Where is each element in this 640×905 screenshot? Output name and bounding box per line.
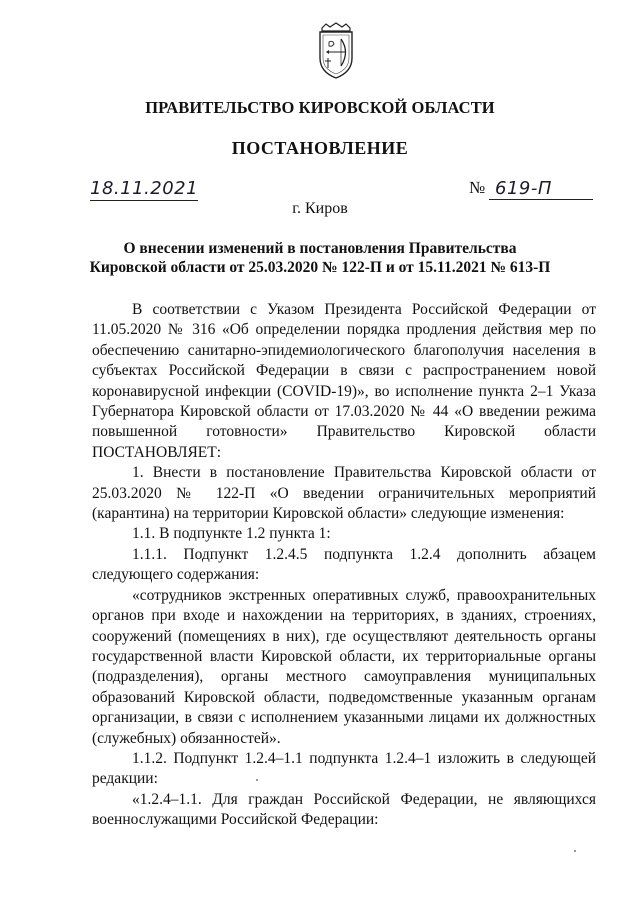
document-title-line-1: О внесении изменений в постановления Правительства — [123, 240, 517, 257]
document-title-line-2: Кировской области от 25.03.2020 № 122-П и от 15.11.2021 № 613-П — [89, 259, 551, 276]
paragraph-quoted-new-text: «1.2.4–1.1. Для граждан Российской Федерации, не являющихся военнослужащими Российской Федерации: — [92, 790, 596, 829]
scan-speck — [574, 850, 576, 852]
organization-name: ПРАВИТЕЛЬСТВО КИРОВСКОЙ ОБЛАСТИ — [145, 98, 495, 117]
document-date: 18.11.2021 — [90, 178, 199, 199]
paragraph-item-1-1-2: 1.1.2. Подпункт 1.2.4–1.1 подпункта 1.2.4–1 изложить в следующей редакции: — [92, 749, 596, 788]
number-sign-label: № — [469, 178, 486, 197]
document-date-field — [90, 176, 198, 201]
paragraph-item-1: 1. Внести в постановление Правительства Кировской области от 25.03.2020 № 122-П «О введении ограничительных мероприятий (карантина) на территории Кировской области» следующие изменения: — [92, 464, 596, 523]
paragraph-preamble: В соответствии с Указом Президента Российской Федерации от 11.05.2020 № 316 «Об определении порядка продления действия мер по обеспечению санитарно-эпидемиологического благополучия населения в субъектах Российской Федерации в связи с распространением новой коронавирусной инфекции (COVID-19)», во исполнение пункта 2–1 Указа Губернатора Кировской области от 17.03.2020 № 44 «О введении режима повышенной готовности» Правительство Кировской области ПОСТАНОВЛЯЕТ: — [92, 301, 596, 461]
document-number: 619-П — [495, 178, 552, 199]
paragraph-item-1-1-1: 1.1.1. Подпункт 1.2.4.5 подпункта 1.2.4 дополнить абзацем следующего содержания: — [92, 545, 596, 584]
document-title — [60, 239, 580, 277]
paragraph-quoted-addition: «сотрудников экстренных оперативных служб, правоохранительных органов при входе и нахождении на территориях, в зданиях, строениях, сооружений (помещениях в них), где осуществляют деятельность органы государственной власти Кировской области, их территориальные органы (подразделения), органы местного самоуправления муниципальных образований Кировской области, подведомственные указанным органам организации, в связи с исполнением указанными лицами их должностных (служебных) обязанностей». — [92, 586, 596, 747]
city-label: г. Киров — [292, 200, 348, 217]
document-type: ПОСТАНОВЛЕНИЕ — [231, 138, 409, 158]
document-body — [92, 300, 596, 831]
scan-speck — [256, 779, 258, 781]
paragraph-item-1-1: 1.1. В подпункте 1.2 пункта 1: — [132, 525, 331, 543]
document-number-field — [469, 176, 593, 200]
kirov-coat-of-arms-icon — [314, 22, 358, 80]
